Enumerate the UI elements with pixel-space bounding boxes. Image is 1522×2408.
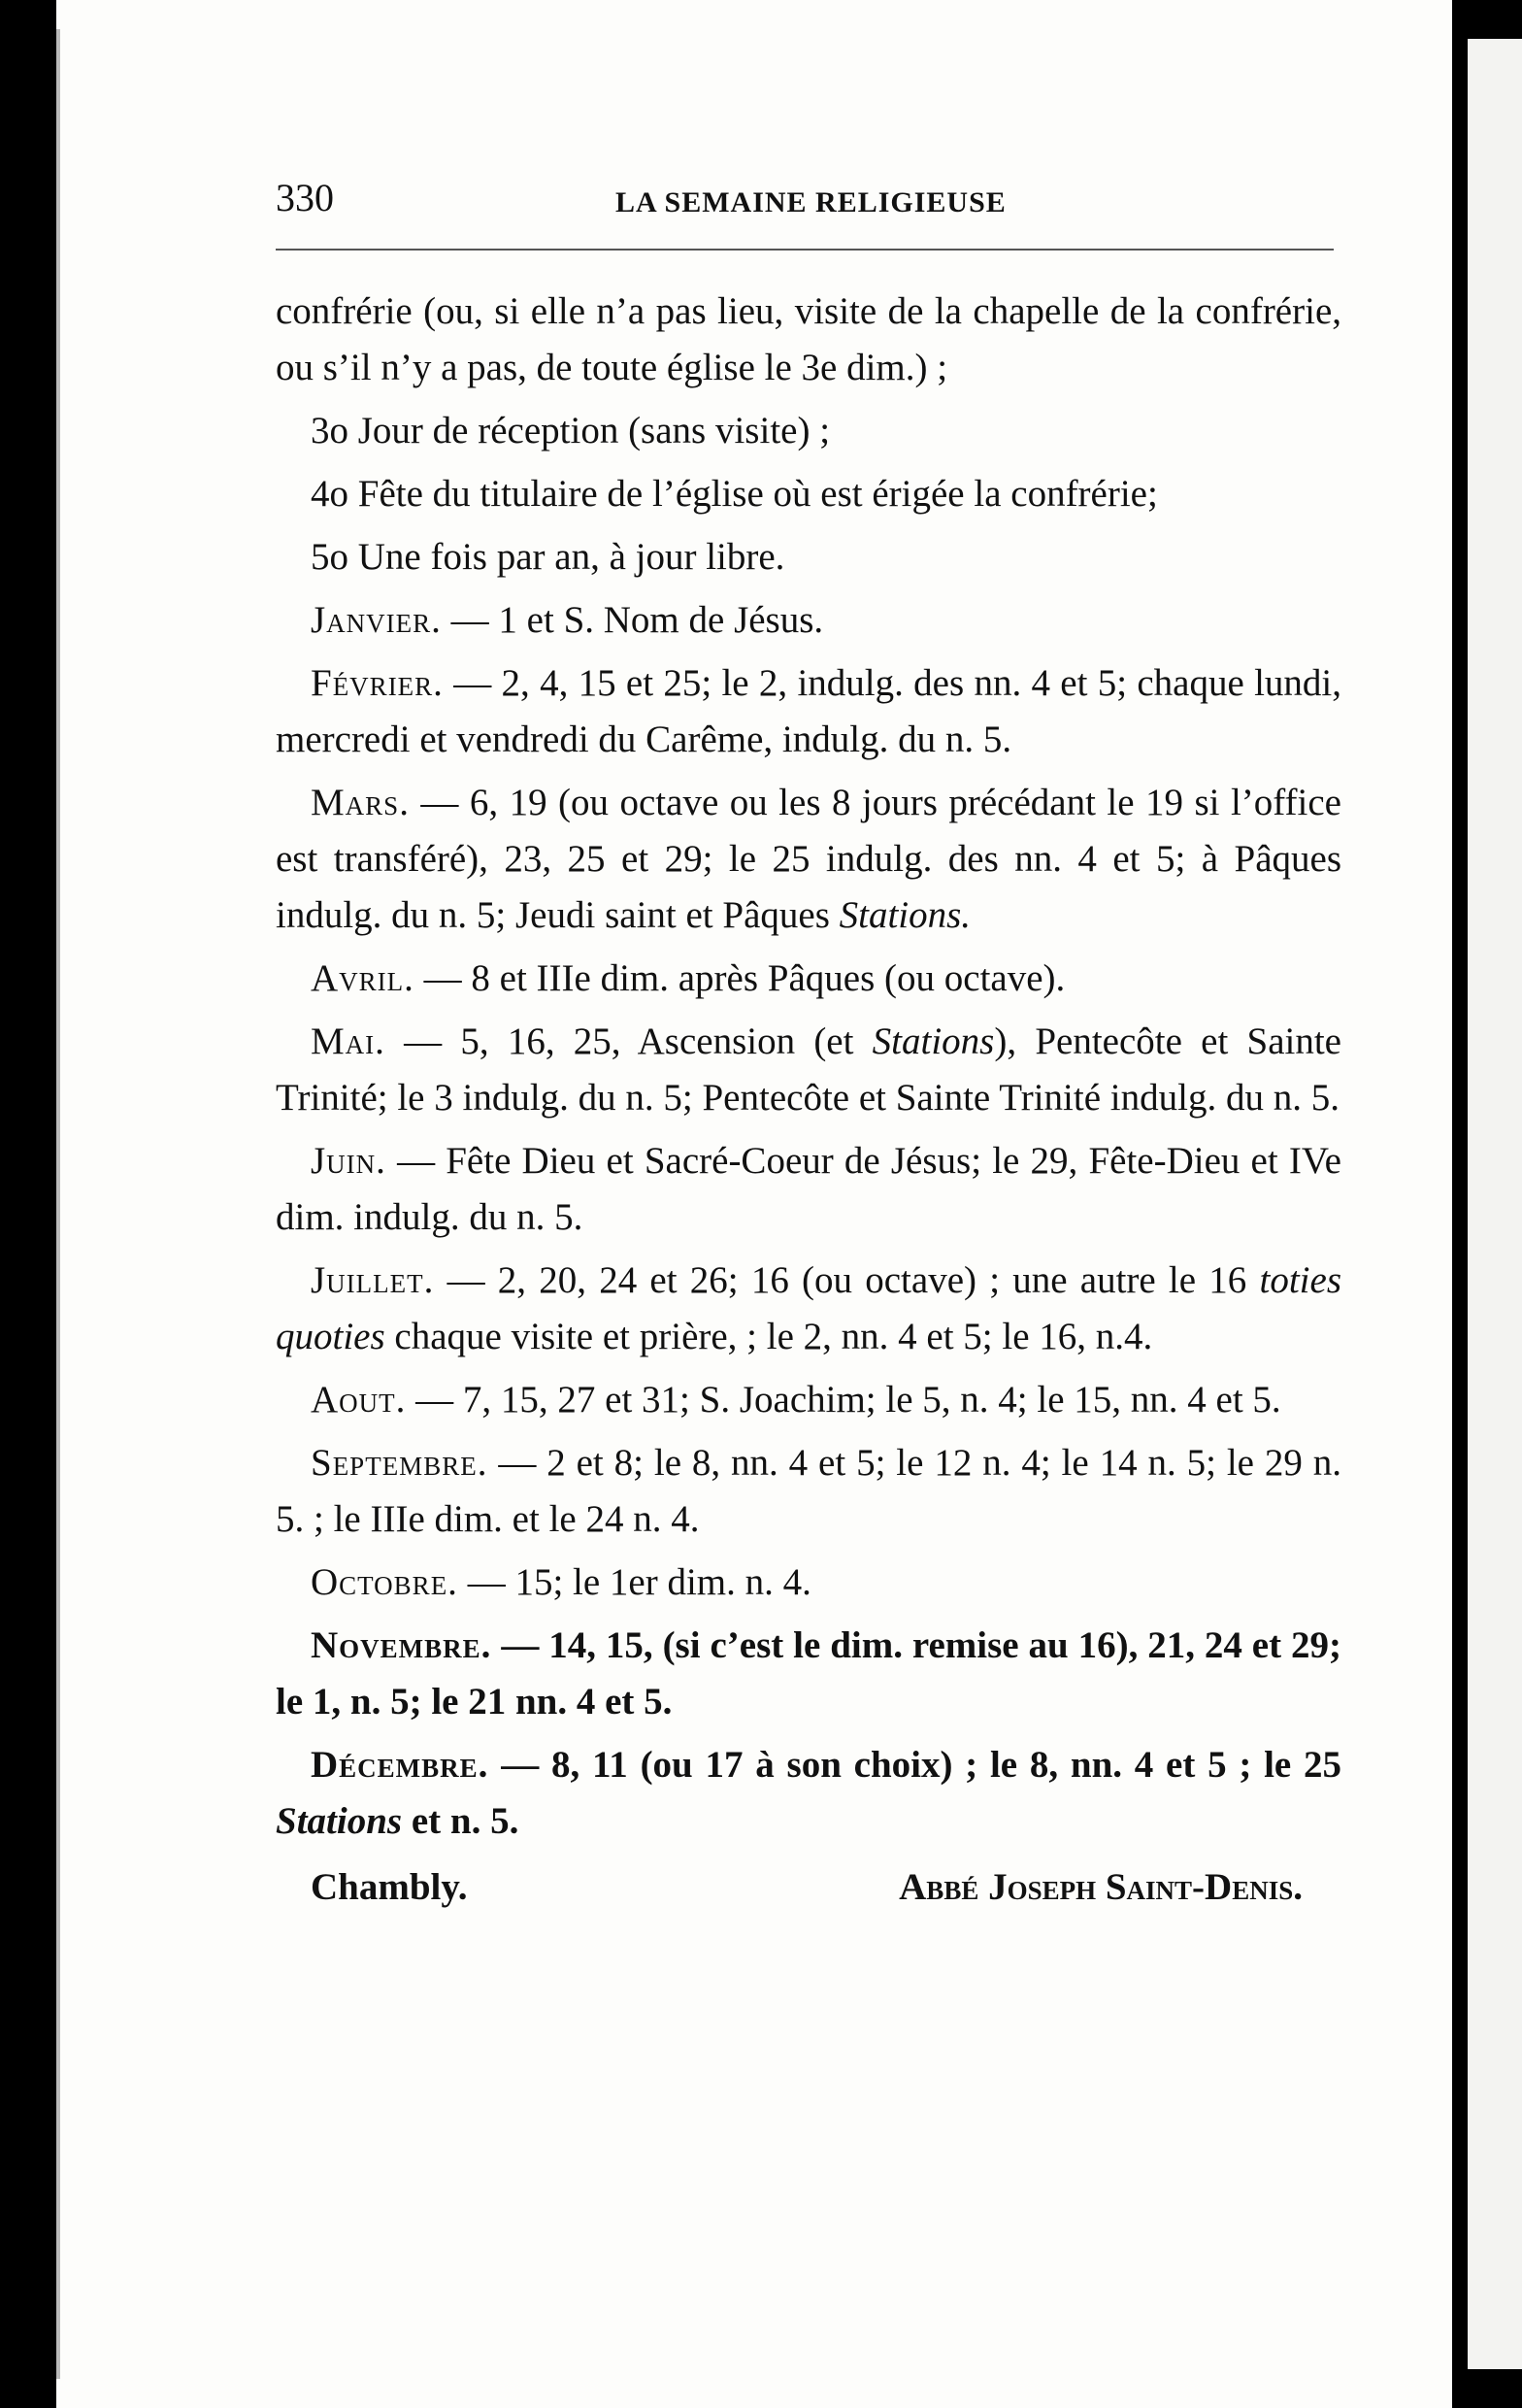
month-text: — 8, 11 (ou 17 à son choix) ; le 8, nn. 4 et 5 ; le 25 bbox=[488, 1744, 1341, 1786]
month-entry-novembre bbox=[276, 1618, 1341, 1730]
month-entry-mai bbox=[276, 1014, 1341, 1126]
month-label: Septembre. bbox=[311, 1442, 488, 1484]
body-text bbox=[276, 284, 1341, 1916]
month-entry-fevrier bbox=[276, 655, 1341, 768]
month-text: — 2, 4, 15 et 25; le 2, indulg. des nn. 4 et 5; chaque lundi, mercredi et vendredi du Carême, indulg. du n. 5. bbox=[276, 662, 1341, 760]
month-entry-juin bbox=[276, 1133, 1341, 1246]
month-entry-decembre bbox=[276, 1737, 1341, 1850]
month-text: — 15; le 1er dim. n. 4. bbox=[457, 1561, 811, 1603]
month-text: — 1 et S. Nom de Jésus. bbox=[441, 599, 824, 641]
header-rule bbox=[276, 249, 1334, 251]
month-text: chaque visite et prière, ; le 2, nn. 4 et 5; le 16, n.4. bbox=[384, 1316, 1153, 1357]
month-label: Janvier. bbox=[311, 599, 442, 641]
month-entry-octobre bbox=[276, 1555, 1341, 1611]
month-text: — Fête Dieu et Sacré-Coeur de Jésus; le 29, Fête-Dieu et IVe dim. indulg. du n. 5. bbox=[276, 1140, 1341, 1238]
month-label: Décembre. bbox=[311, 1744, 489, 1786]
toties-quoties-term: toties quoties bbox=[276, 1259, 1341, 1357]
month-label: Aout. bbox=[311, 1379, 407, 1421]
month-label: Juin. bbox=[311, 1140, 386, 1182]
paragraph: 4o Fête du titulaire de l’église où est érigée la confrérie; bbox=[311, 473, 1158, 515]
month-text: — 2, 20, 24 et 26; 16 (ou octave) ; une autre le 16 bbox=[434, 1259, 1260, 1301]
paragraph: 5o Une fois par an, à jour libre. bbox=[311, 536, 785, 578]
signature-place: Chambly. bbox=[311, 1866, 468, 1908]
month-text: — 14, 15, (si c’est le dim. remise au 16), 21, 24 et 29; le 1, n. 5; le 21 nn. 4 et 5. bbox=[276, 1624, 1341, 1722]
month-text: et n. 5. bbox=[402, 1800, 519, 1842]
adjacent-page-edge bbox=[1468, 39, 1522, 2369]
stations-term: Stations bbox=[276, 1800, 403, 1842]
paragraph: confrérie (ou, si elle n’a pas lieu, visite de la chapelle de la confrérie, ou s’il n’y a pas, de toute église le 3e dim.) ; bbox=[276, 290, 1341, 388]
month-label: Juillet. bbox=[311, 1259, 435, 1301]
month-entry-mars bbox=[276, 775, 1341, 944]
paragraph: 3o Jour de réception (sans visite) ; bbox=[311, 410, 831, 452]
month-entry-avril bbox=[276, 951, 1341, 1007]
month-label: Novembre. bbox=[311, 1624, 492, 1666]
month-label: Mars. bbox=[311, 782, 410, 823]
signature-line bbox=[276, 1859, 1341, 1916]
month-entry-janvier bbox=[276, 592, 1341, 649]
month-text: — 2 et 8; le 8, nn. 4 et 5; le 12 n. 4; le 14 n. 5; le 29 n. 5. ; le IIIe dim. et le 24 n. 4. bbox=[276, 1442, 1341, 1540]
running-title: LA SEMAINE RELIGIEUSE bbox=[615, 186, 1007, 218]
month-label: Mai. bbox=[311, 1020, 385, 1062]
signature-name: Abbé Joseph Saint-Denis. bbox=[899, 1866, 1303, 1908]
month-entry-juillet bbox=[276, 1253, 1341, 1365]
month-text: — 8 et IIIe dim. après Pâques (ou octave). bbox=[414, 957, 1066, 999]
stations-term: Stations. bbox=[839, 894, 972, 936]
month-label: Avril. bbox=[311, 957, 414, 999]
month-entry-septembre bbox=[276, 1435, 1341, 1548]
month-text: ), Pentecôte et Sainte Trinité; le 3 indulg. du n. 5; Pentecôte et Sainte Trinité indulg. du n. 5. bbox=[276, 1020, 1341, 1119]
month-label: Octobre. bbox=[311, 1561, 458, 1603]
month-text: — 6, 19 (ou octave ou les 8 jours précédant le 19 si l’office est transféré), 23, 25 et 29; le 25 indulg. des nn. 4 et 5; à Pâques indulg. du n. 5; Jeudi saint et Pâques bbox=[276, 782, 1341, 936]
stations-term: Stations bbox=[872, 1020, 995, 1062]
month-entry-aout bbox=[276, 1372, 1341, 1428]
page-edge bbox=[56, 29, 60, 2379]
page-header bbox=[276, 163, 1334, 231]
month-text: — 5, 16, 25, Ascension (et bbox=[384, 1020, 873, 1062]
month-label: Février. bbox=[311, 662, 444, 704]
month-text: — 7, 15, 27 et 31; S. Joachim; le 5, n. 4; le 15, nn. 4 et 5. bbox=[406, 1379, 1281, 1421]
page-number: 330 bbox=[276, 176, 334, 219]
